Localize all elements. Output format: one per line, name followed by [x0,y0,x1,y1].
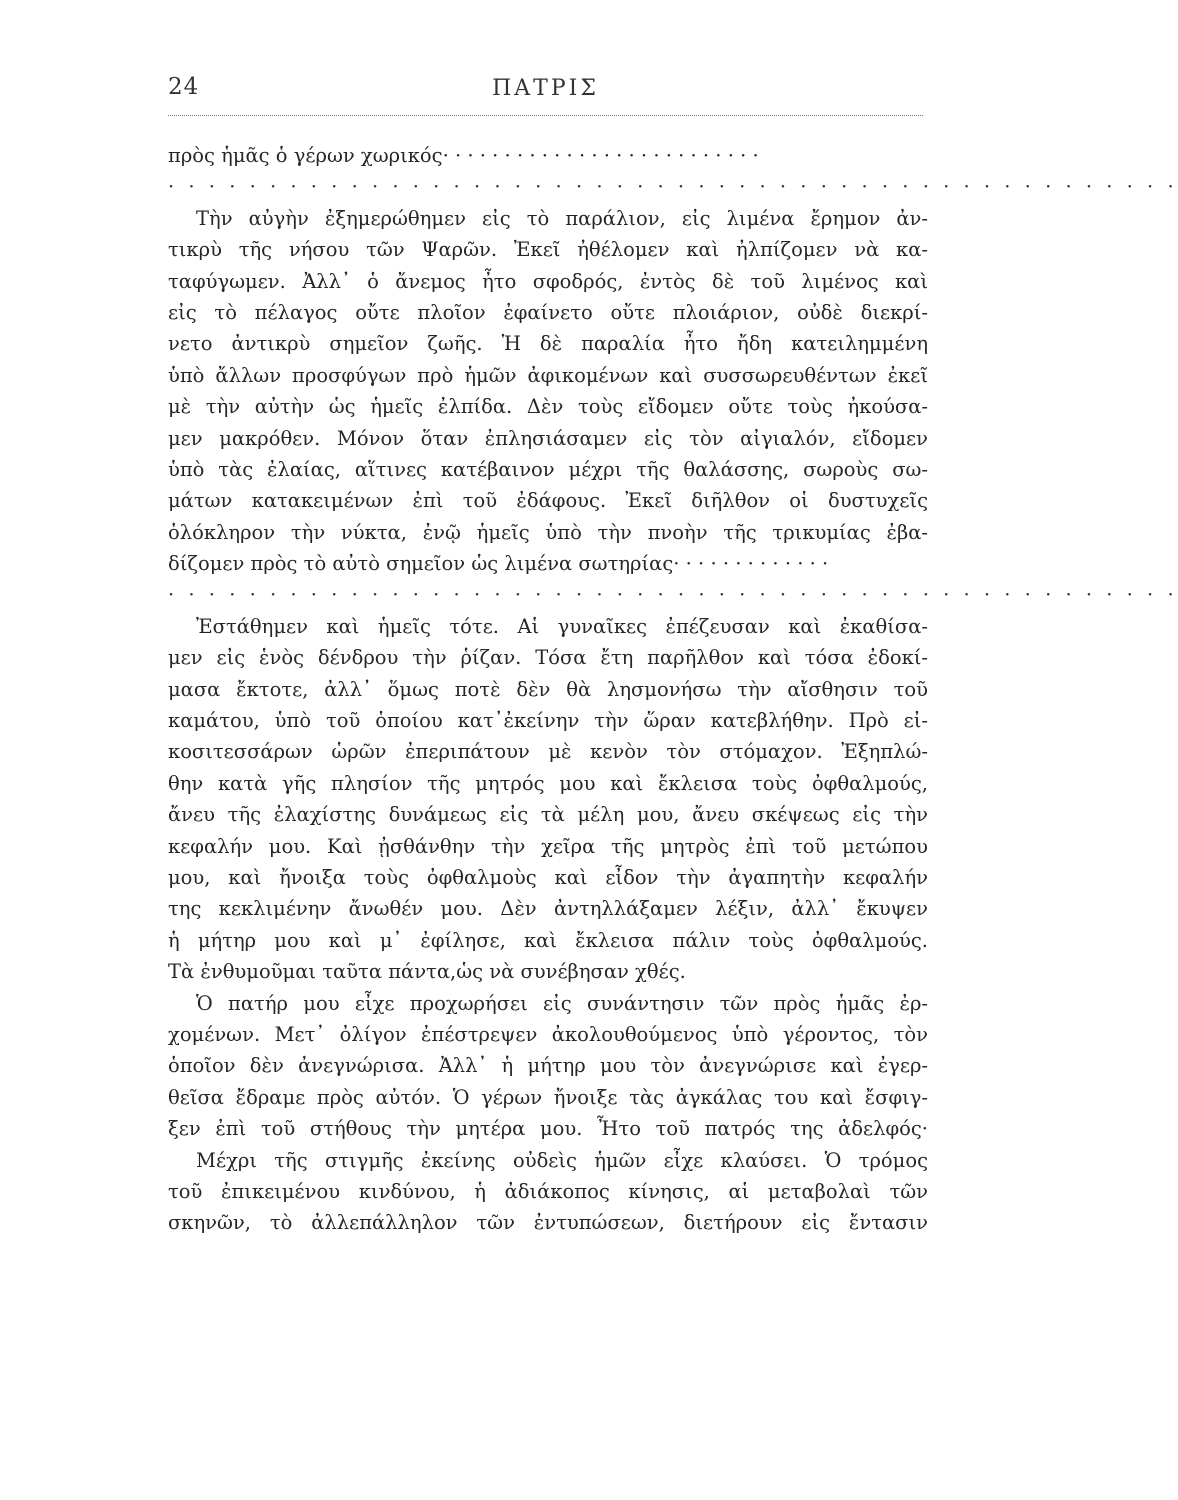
text-line: μου, καὶ ἤνοιξα τοὺς ὀφθαλμοὺς καὶ εἶδον τὴν ἀγαπητὴν κεφαλήν [168,865,928,889]
text-line: της κεκλιμένην ἄνωθέν μου. Δὲν ἀντηλλάξαμεν λέξιν, ἀλλ᾽ ἔκυψεν [168,897,928,921]
page-number: 24 [168,74,200,100]
text-line: δίζομεν πρὸς τὸ αὐτὸ σημεῖον ὡς λιμένα σωτηρίας· · · · · · · · · · · · · [168,552,829,576]
text-line: θεῖσα ἔδραμε πρὸς αὐτόν. Ὁ γέρων ἤνοιξε τὰς ἀγκάλας του καὶ ἔσφιγ- [168,1085,928,1109]
text-line: μάτων κατακειμένων ἐπὶ τοῦ ἐδάφους. Ἐκεῖ διῆλθον οἱ δυστυχεῖς [168,489,928,513]
header-divider [168,115,923,116]
text-line: ὁλόκληρον τὴν νύκτα, ἐνῷ ἡμεῖς ὑπὸ τὴν πνοὴν τῆς τρικυμίας ἐβα- [168,520,928,544]
text-line: μασα ἔκτοτε, ἀλλ᾽ ὅμως ποτὲ δὲν θὰ λησμονήσω τὴν αἴσθησιν τοῦ [168,677,928,701]
running-title: ΠΑΤΡΙΣ [492,76,599,101]
text-line: ὑπὸ τὰς ἐλαίας, αἵτινες κατέβαινον μέχρι τῆς θαλάσσης, σωροὺς σω- [168,457,928,481]
text-line: εἰς τὸ πέλαγος οὔτε πλοῖον ἐφαίνετο οὔτε πλοιάριον, οὐδὲ διεκρί- [168,300,928,324]
text-line: μεν εἰς ἑνὸς δένδρου τὴν ῥίζαν. Τόσα ἔτη παρῆλθον καὶ τόσα ἐδοκί- [168,646,928,670]
text-line: ἡ μήτηρ μου καὶ μ᾽ ἐφίλησε, καὶ ἔκλεισα πάλιν τοὺς ὀφθαλμούς. [168,928,928,952]
text-line: νετο ἀντικρὺ σημεῖον ζωῆς. Ἡ δὲ παραλία ἦτο ἤδη κατειλημμένη [168,332,928,356]
ellipsis-line: · · · · · · · · · · · · · · · · · · · · · · · · · · · · · · · · · · · · · · · · · · · · · · · · · · [168,175,1178,199]
text-line: καμάτου, ὑπὸ τοῦ ὁποίου κατ᾽ἐκείνην τὴν ὥραν κατεβλήθην. Πρὸ εἰ- [168,709,928,733]
text-line: θην κατὰ γῆς πλησίον τῆς μητρός μου καὶ ἔκλεισα τοὺς ὀφθαλμούς, [168,771,928,795]
body-text [168,140,1178,1239]
text-line: πρὸς ἡμᾶς ὁ γέρων χωρικός· · · · · · · · · · · · · · · · · · · · · · · · · · [168,144,759,167]
text-line: τοῦ ἐπικειμένου κινδύνου, ἡ ἀδιάκοπος κίνησις, αἱ μεταβολαὶ τῶν [168,1179,928,1203]
text-line: ὑπὸ ἄλλων προσφύγων πρὸ ἡμῶν ἀφικομένων καὶ συσσωρευθέντων ἐκεῖ [168,363,928,387]
text-line: σκηνῶν, τὸ ἀλλεπάλληλον τῶν ἐντυπώσεων, διετήρουν εἰς ἔντασιν [168,1211,928,1235]
text-line: Τὴν αὐγὴν ἐξημερώθημεν εἰς τὸ παράλιον, εἰς λιμένα ἔρημον ἀν- [196,206,928,230]
text-line: μὲ τὴν αὐτὴν ὡς ἡμεῖς ἐλπίδα. Δὲν τοὺς εἴδομεν οὔτε τοὺς ἠκούσα- [168,395,928,419]
text-line: κεφαλήν μου. Καὶ ᾐσθάνθην τὴν χεῖρα τῆς μητρὸς ἐπὶ τοῦ μετώπου [168,834,928,858]
text-line: χομένων. Μετ᾽ ὀλίγον ἐπέστρεψεν ἀκολουθούμενος ὑπὸ γέροντος, τὸν [168,1022,928,1046]
ellipsis-line: · · · · · · · · · · · · · · · · · · · · · · · · · · · · · · · · · · · · · · · · · · · · · · · · · · [168,583,1178,607]
text-line: Ἐστάθημεν καὶ ἡμεῖς τότε. Αἱ γυναῖκες ἐπέζευσαν καὶ ἐκαθίσα- [196,614,928,638]
text-line: τικρὺ τῆς νήσου τῶν Ψαρῶν. Ἐκεῖ ἠθέλομεν καὶ ἠλπίζομεν νὰ κα- [168,238,928,262]
text-line: Ὁ πατήρ μου εἶχε προχωρήσει εἰς συνάντησιν τῶν πρὸς ἡμᾶς ἐρ- [196,991,928,1015]
text-line: ὁποῖον δὲν ἀνεγνώρισα. Ἀλλ᾽ ἡ μήτηρ μου τὸν ἀνεγνώρισε καὶ ἐγερ- [168,1054,928,1078]
text-line: Μέχρι τῆς στιγμῆς ἐκείνης οὐδεὶς ἡμῶν εἶχε κλαύσει. Ὁ τρόμος [196,1148,928,1172]
text-line: Τὰ ἐνθυμοῦμαι ταῦτα πάντα,ὡς νὰ συνέβησαν χθές. [168,960,686,984]
text-line: μεν μακρόθεν. Μόνον ὅταν ἐπλησιάσαμεν εἰς τὸν αἰγιαλόν, εἴδομεν [168,426,928,450]
page-header [168,74,923,114]
text-line: ξεν ἐπὶ τοῦ στήθους τὴν μητέρα μου. Ἦτο τοῦ πατρός της ἀδελφός· [168,1117,928,1141]
text-line: ταφύγωμεν. Ἀλλ᾽ ὁ ἄνεμος ἦτο σφοδρός, ἐντὸς δὲ τοῦ λιμένος καὶ [168,269,928,293]
text-line: κοσιτεσσάρων ὡρῶν ἐπεριπάτουν μὲ κενὸν τὸν στόμαχον. Ἐξηπλώ- [168,740,928,764]
text-line: ἄνευ τῆς ἐλαχίστης δυνάμεως εἰς τὰ μέλη μου, ἄνευ σκέψεως εἰς τὴν [168,803,928,827]
